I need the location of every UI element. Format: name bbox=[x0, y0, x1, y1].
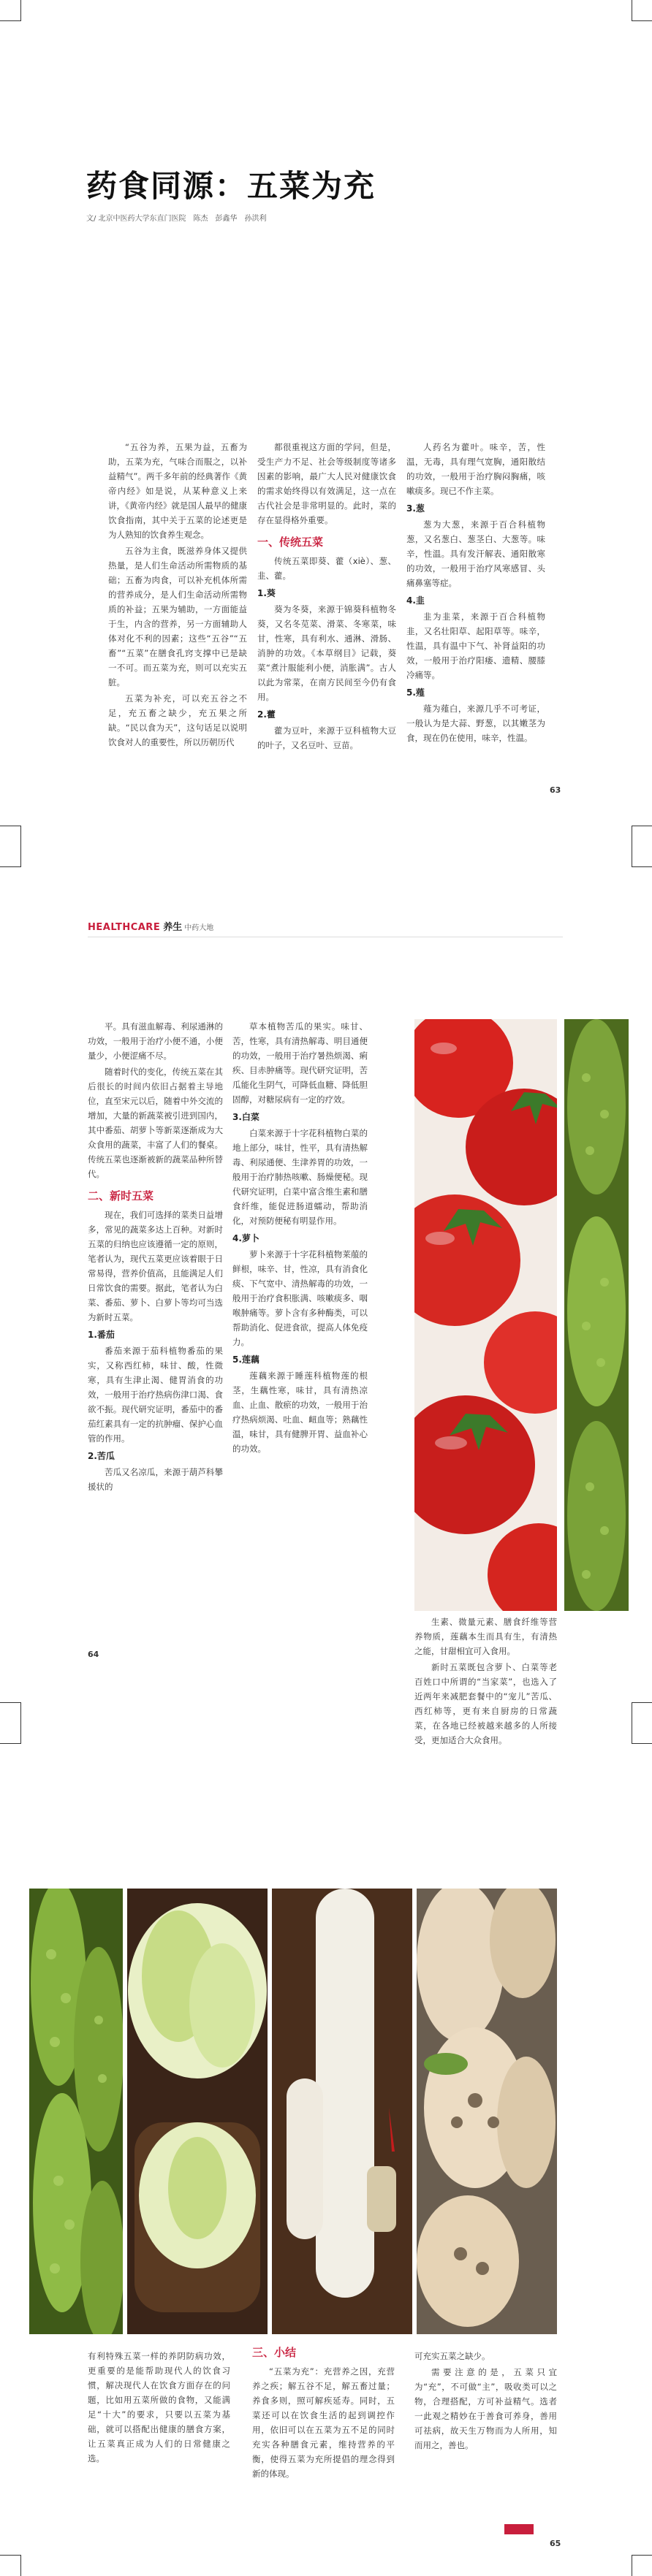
page1-column-3 bbox=[406, 440, 545, 747]
page2-column-1 bbox=[88, 1019, 223, 1495]
paragraph: 葱为大葱，来源于百合科植物葱，又名葱白、葱茎白、大葱等。味辛，性温。具有发汗解表、通阳散寒的功效，一般用于治疗风寒感冒、头痛鼻塞等症。 bbox=[406, 519, 545, 588]
paragraph: 薤为薤白，来源几乎不可考证，一般认为是大蒜、野葱，以其嫩茎为食，现在仍在使用，味辛，性温。 bbox=[406, 704, 545, 743]
paragraph: 萝卜来源于十字花科植物莱菔的鲜根，味辛、甘，性凉，具有消食化痰、下气宽中、清热解毒的功效，一般用于治疗食积胀满、咳嗽痰多、咽喉肿痛等。萝卜含有多种酶类，可以帮助消化、促进食欲，提高人体免疫力。 bbox=[232, 1249, 368, 1347]
end-mark-logo bbox=[504, 2524, 534, 2534]
paragraph: 可充实五菜之缺少。 bbox=[414, 2351, 490, 2361]
crop-mark bbox=[632, 826, 652, 847]
lotus-root-photo bbox=[417, 1889, 557, 2334]
page1-column-2 bbox=[257, 440, 396, 754]
paragraph: 新时五菜既包含萝卜、白菜等老百姓口中所谓的“当家菜”，也选入了近两年来减肥套餐中的“宠儿”苦瓜、西红柿等，更有来自厨房的日常蔬菜，在各地已经被越来越多的人所接受，更加适合大众食用。 bbox=[414, 1662, 557, 1745]
page-number: 63 bbox=[550, 785, 561, 795]
crop-mark bbox=[0, 1723, 21, 1744]
page2-column-3 bbox=[414, 1615, 557, 1749]
brand-cn: 养生 bbox=[163, 922, 183, 933]
crop-mark bbox=[0, 846, 21, 867]
subheading: 5.薤 bbox=[406, 687, 425, 698]
crop-mark-bottom-right bbox=[632, 2555, 652, 2576]
page-number: 65 bbox=[550, 2539, 561, 2548]
crop-mark bbox=[0, 826, 21, 847]
bitter-melon-photo bbox=[564, 1019, 629, 1611]
paragraph: 都很重视这方面的学问，但是，受生产力不足、社会等级制度等诸多因素的影响，最广大人民对健康饮食的需求始终得以有效满足，这一点在古代社会是非常明显的。此时，菜的存在显得格外重要。 bbox=[257, 442, 396, 525]
paragraph: “五谷为养，五果为益，五畜为助，五菜为充，气味合而服之，以补益精气”。两千多年前的经典著作《黄帝内经》如是说，从某种意义上来讲，《黄帝内经》就是国人最早的健康饮食指南，其中关于五菜的论述更是为人熟知的饮食养生观念。 bbox=[108, 442, 247, 540]
page1-column-1 bbox=[108, 440, 247, 751]
crop-mark-bottom-left bbox=[0, 2555, 21, 2576]
paragraph: 藿为豆叶，来源于豆科植物大豆的叶子，又名豆叶、豆苗。 bbox=[257, 725, 396, 750]
subheading: 3.葱 bbox=[406, 503, 425, 514]
paragraph: 人药名为藿叶。味辛，苦，性温，无毒，具有理气宽胸，通阳散结的功效，一般用于治疗胸闷胸痛，咳嗽痰多。现已不作主菜。 bbox=[406, 442, 545, 496]
brand-en: HEALTHCARE bbox=[88, 922, 161, 933]
section-header bbox=[88, 919, 213, 933]
tomato-photo bbox=[414, 1019, 557, 1611]
paragraph: 莲藕来源于睡莲科植物莲的根茎，生藕性寒，味甘，具有清热凉血、止血、散瘀的功效，一般用于治疗热病烦渴、吐血、衄血等；熟藕性温，味甘，具有健脾开胃、益血补心的功效。 bbox=[232, 1371, 368, 1454]
paragraph: 白菜来源于十字花科植物白菜的地上部分，味甘，性平，具有清热解毒、利尿通便、生津养胃的功效，一般用于治疗肺热咳嗽、肠燥便秘。现代研究证明，白菜中富含维生素和膳食纤维，能促进肠道蠕动，帮助消化，对预防便秘有明显作用。 bbox=[232, 1128, 368, 1226]
paragraph: 生素、微量元素、膳食纤维等营养物质，莲藕本生而具有生，有清热之能，甘甜相宜可入食用。 bbox=[414, 1617, 557, 1656]
paragraph: 苦瓜又名凉瓜，来源于葫芦科攀援状的 bbox=[88, 1467, 223, 1492]
section-heading: 三、小结 bbox=[252, 2346, 297, 2359]
paragraph: 传统五菜即葵、藿（xiè）、葱、韭、藿。 bbox=[257, 556, 396, 581]
crop-mark bbox=[0, 1702, 21, 1723]
crop-mark-top-right bbox=[632, 0, 652, 21]
section-name: 中药大地 bbox=[184, 924, 214, 932]
subheading: 2.苦瓜 bbox=[88, 1451, 115, 1461]
paragraph: 五谷为主食，既滋养身体又提供热量，是人们生命活动所需物质的基础；五畜为肉食，可以补充机体所需的营养成分，是人们生命活动所需物质的补益；五果为辅助，一方面能益于生，内含的营养，另一方面辅助人体对化不利的因素；这些“五谷”“五畜”“五菜”在膳食孔窍支撑中已是缺一不可。而五菜为充，则可以充实五脏。 bbox=[108, 546, 247, 687]
paragraph: 需要注意的是，五菜只宜为“充”，不可做“主”，吸收类可以之物，合理搭配，方可补益精气。选者一此观之精妙在于善食可养身，善用可祛病，故天生万物而为人所用，知而用之，善也。 bbox=[414, 2367, 557, 2450]
crop-mark bbox=[632, 1702, 652, 1723]
page3-column-2 bbox=[252, 2345, 395, 2482]
paragraph: 草本植物苦瓜的果实。味甘、苦，性寒，具有清热解毒、明目通便的功效，一般用于治疗暑热烦渴、痢疾、目赤肿痛等。现代研究证明，苦瓜能化生阴气，可降低血糖、降低胆固醇，对糖尿病有一定的疗效。 bbox=[232, 1021, 368, 1105]
paragraph: 随着时代的变化，传统五菜在其后很长的时间内依旧占据着主导地位，直至宋元以后，随着中外交流的增加，大量的新蔬菜被引进到国内，其中番茄、胡萝卜等新菜逐渐成为大众食用的蔬菜，丰富了人们的餐桌。传统五菜也逐渐被新的蔬菜品种所替代。 bbox=[88, 1067, 223, 1179]
paragraph: 韭为韭菜，来源于百合科植物韭，又名壮阳草、起阳草等。味辛，性温，具有温中下气、补肾益阳的功效，一般用于治疗阳痿、遗精、腰膝冷痛等。 bbox=[406, 611, 545, 680]
article-byline: 文/ 北京中医药大学东直门医院 陈杰 彭鑫华 孙洪利 bbox=[86, 215, 267, 223]
subheading: 3.白菜 bbox=[232, 1112, 259, 1122]
section-heading: 一、传统五菜 bbox=[257, 536, 324, 549]
section-heading: 二、新时五菜 bbox=[88, 1189, 154, 1203]
page3-column-3 bbox=[414, 2349, 557, 2454]
paragraph: 现在，我们可选择的菜类日益增多，常见的蔬菜多达上百种。对新时五菜的归纳也应该遵循一定的原则，笔者认为，现代五菜更应该着眼于日常易得，营养价值高，且能满足人们日常饮食的需要。据此，笔者认为白菜、番茄、萝卜、白萝卜等均可当选为新时五菜。 bbox=[88, 1210, 223, 1322]
subheading: 1.葵 bbox=[257, 588, 276, 598]
paragraph: 葵为冬葵，来源于锦葵科植物冬葵，又名冬苋菜、滑菜、冬寒菜，味甘，性寒，具有利水、通淋、滑肠、消肿的功效。《本草纲目》记载，葵菜“煮汁服能利小便，消胀满”。古人以此为常菜，在南方民间至今仍有食用。 bbox=[257, 604, 396, 702]
subheading: 2.藿 bbox=[257, 709, 276, 720]
paragraph: 平。具有滋血解毒、利尿通淋的功效，一般用于治疗小便不通，小便量少，小便涩痛不尽。 bbox=[88, 1021, 223, 1061]
crop-mark bbox=[632, 1723, 652, 1744]
cabbage-photo bbox=[127, 1889, 268, 2334]
subheading: 1.番茄 bbox=[88, 1330, 115, 1340]
subheading: 4.萝卜 bbox=[232, 1233, 259, 1243]
crop-mark-top-left bbox=[0, 0, 21, 21]
article-title: 药食同源：五菜为充 bbox=[86, 168, 376, 204]
page2-column-2 bbox=[232, 1019, 368, 1457]
paragraph: 五菜为补充，可以充五谷之不足，充五畜之缺少，充五果之所缺。“民以食为天”，这句话足以说明饮食对人的重要性，所以历朝历代 bbox=[108, 693, 247, 747]
radish-photo bbox=[272, 1889, 412, 2334]
subheading: 5.莲藕 bbox=[232, 1354, 259, 1365]
page-number: 64 bbox=[88, 1650, 99, 1659]
subheading: 4.韭 bbox=[406, 595, 425, 606]
paragraph: 有利特殊五菜一样的养阴防病功效，更重要的是能帮助现代人的饮食习惯，解决现代人在饮食方面存在的问题，比如用五菜所做的食物，又能满足“十大”的要求，只要以五菜为基础，就可以搭配出健康的膳食方案，让五菜真正成为人们的日常健康之选。 bbox=[88, 2351, 230, 2463]
bitter-melon-photo-2 bbox=[29, 1889, 123, 2334]
crop-mark bbox=[632, 846, 652, 867]
paragraph: “五菜为充”：充营养之因，充营养之疾；解五谷不足，解五畜过量；养食多则，照可解疾延寿。同时，五菜还可以在饮食生活的起到调控作用，依旧可以在五菜为五不足的同时充实各种膳食元素，维持营养的平衡，使得五菜为充所提倡的理念得到新的体现。 bbox=[252, 2366, 395, 2479]
paragraph: 番茄来源于茄科植物番茄的果实，又称西红柿，味甘、酸，性微寒，具有生津止渴、健胃消食的功效，一般用于治疗热病伤津口渴、食欲不振。现代研究证明，番茄中的番茄红素具有一定的抗肿瘤、保护心血管的作用。 bbox=[88, 1346, 223, 1444]
page3-column-1 bbox=[88, 2349, 230, 2467]
